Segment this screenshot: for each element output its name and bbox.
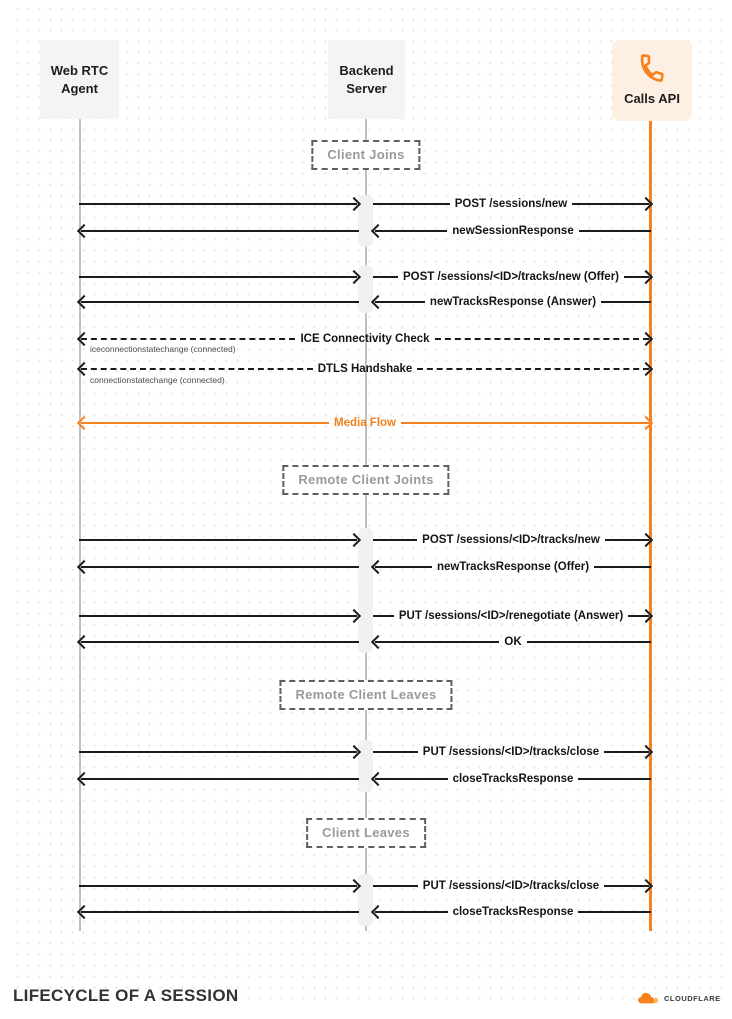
arrowhead-right-icon bbox=[639, 879, 653, 893]
message-label: PUT /sessions/<ID>/tracks/close bbox=[422, 880, 600, 892]
arrowhead-left-icon bbox=[77, 772, 91, 786]
arrow-left-segment bbox=[79, 770, 359, 788]
arrowhead-right-icon bbox=[347, 533, 361, 547]
message-ok bbox=[373, 633, 651, 651]
arrowhead-left-icon bbox=[371, 772, 385, 786]
arrowhead-right-icon bbox=[347, 745, 361, 759]
arrowhead-right-icon bbox=[639, 362, 653, 376]
arrowhead-right-icon bbox=[639, 609, 653, 623]
arrowhead-left-icon bbox=[77, 224, 91, 238]
phase-client-leaves bbox=[306, 818, 426, 848]
arrowhead-left-icon bbox=[77, 560, 91, 574]
arrowhead-left-icon bbox=[77, 416, 91, 430]
cloudflare-cloud-icon bbox=[636, 991, 661, 1005]
message-label: POST /sessions/<ID>/tracks/new bbox=[422, 534, 600, 546]
message-post-tracks-new-offer bbox=[373, 268, 651, 286]
arrowhead-left-icon bbox=[371, 560, 385, 574]
message-label: OK bbox=[504, 636, 522, 648]
message-new-tracks-response-offer bbox=[373, 558, 651, 576]
arrow-left-segment bbox=[79, 195, 359, 213]
message-label: closeTracksResponse bbox=[452, 906, 574, 918]
cloudflare-logo bbox=[636, 991, 721, 1005]
handshake-label: ICE Connectivity Check bbox=[300, 333, 430, 345]
arrowhead-left-icon bbox=[371, 224, 385, 238]
arrowhead-left-icon bbox=[371, 635, 385, 649]
arrowhead-right-icon bbox=[639, 745, 653, 759]
message-label: POST /sessions/new bbox=[454, 198, 568, 210]
message-label: POST /sessions/<ID>/tracks/new (Offer) bbox=[402, 271, 620, 283]
phase-label: Remote Client Joints bbox=[298, 472, 434, 487]
arrow-left-segment bbox=[79, 293, 359, 311]
arrowhead-right-icon bbox=[639, 332, 653, 346]
activation-bar bbox=[358, 740, 373, 792]
message-label: PUT /sessions/<ID>/renegotiate (Answer) bbox=[398, 610, 624, 622]
arrowhead-right-icon bbox=[639, 533, 653, 547]
phase-remote-client-leaves bbox=[279, 680, 452, 710]
lifeline-calls-api bbox=[649, 121, 652, 931]
arrowhead-right-icon bbox=[347, 197, 361, 211]
phase-remote-client-joins bbox=[282, 465, 449, 495]
arrowhead-right-icon bbox=[347, 270, 361, 284]
phone-icon bbox=[637, 53, 667, 83]
arrowhead-right-icon bbox=[347, 609, 361, 623]
arrow-left-segment bbox=[79, 743, 359, 761]
actor-web-rtc-agent-label: Web RTC Agent bbox=[50, 62, 109, 96]
phase-label: Client Leaves bbox=[322, 825, 410, 840]
arrowhead-right-icon bbox=[639, 197, 653, 211]
phase-client-joins bbox=[311, 140, 420, 170]
arrowhead-left-icon bbox=[371, 295, 385, 309]
arrowhead-right-icon bbox=[639, 270, 653, 284]
activation-bar bbox=[358, 528, 373, 653]
message-label: newTracksResponse (Answer) bbox=[429, 296, 597, 308]
message-new-tracks-response-answer bbox=[373, 293, 651, 311]
message-post-sessions-new bbox=[373, 195, 651, 213]
message-close-tracks-response bbox=[373, 903, 651, 921]
activation-bar bbox=[358, 874, 373, 926]
arrow-media-flow bbox=[79, 414, 651, 432]
arrowhead-left-icon bbox=[77, 295, 91, 309]
lifeline-webrtc-agent bbox=[79, 119, 81, 931]
arrowhead-left-icon bbox=[77, 905, 91, 919]
event-note-iceconnectionstatechange: iceconnectionstatechange (connected) bbox=[90, 344, 236, 354]
page-title: LIFECYCLE OF A SESSION bbox=[13, 986, 239, 1005]
message-label: newSessionResponse bbox=[452, 225, 574, 237]
event-note-connectionstatechange: connectionstatechange (connected) bbox=[90, 375, 225, 385]
media-flow-label: Media Flow bbox=[334, 417, 396, 429]
message-put-renegotiate-answer bbox=[373, 607, 651, 625]
phase-label: Client Joins bbox=[327, 147, 405, 162]
message-close-tracks-response bbox=[373, 770, 651, 788]
arrow-left-segment bbox=[79, 558, 359, 576]
arrow-left-segment bbox=[79, 633, 359, 651]
arrowhead-right-icon bbox=[639, 416, 653, 430]
arrow-left-segment bbox=[79, 222, 359, 240]
actor-backend-server bbox=[328, 40, 405, 119]
message-put-tracks-close bbox=[373, 877, 651, 895]
arrowhead-left-icon bbox=[371, 905, 385, 919]
arrowhead-left-icon bbox=[77, 362, 91, 376]
arrow-left-segment bbox=[79, 607, 359, 625]
arrowhead-right-icon bbox=[347, 879, 361, 893]
message-put-tracks-close bbox=[373, 743, 651, 761]
actor-web-rtc-agent bbox=[40, 40, 119, 119]
arrow-left-segment bbox=[79, 903, 359, 921]
arrow-left-segment bbox=[79, 268, 359, 286]
handshake-label: DTLS Handshake bbox=[317, 363, 413, 375]
arrowhead-left-icon bbox=[77, 332, 91, 346]
message-new-session-response bbox=[373, 222, 651, 240]
actor-calls-api bbox=[612, 40, 692, 121]
actor-calls-api-label: Calls API bbox=[624, 91, 680, 107]
activation-bar bbox=[358, 265, 373, 313]
actor-backend-server-label: Backend Server bbox=[339, 62, 394, 96]
message-label: closeTracksResponse bbox=[452, 773, 574, 785]
arrow-left-segment bbox=[79, 877, 359, 895]
message-post-tracks-new bbox=[373, 531, 651, 549]
arrow-left-segment bbox=[79, 531, 359, 549]
cloudflare-wordmark: CLOUDFLARE bbox=[664, 993, 721, 1003]
message-label: newTracksResponse (Offer) bbox=[436, 561, 590, 573]
arrowhead-left-icon bbox=[77, 635, 91, 649]
phase-label: Remote Client Leaves bbox=[295, 687, 437, 702]
message-label: PUT /sessions/<ID>/tracks/close bbox=[422, 746, 600, 758]
